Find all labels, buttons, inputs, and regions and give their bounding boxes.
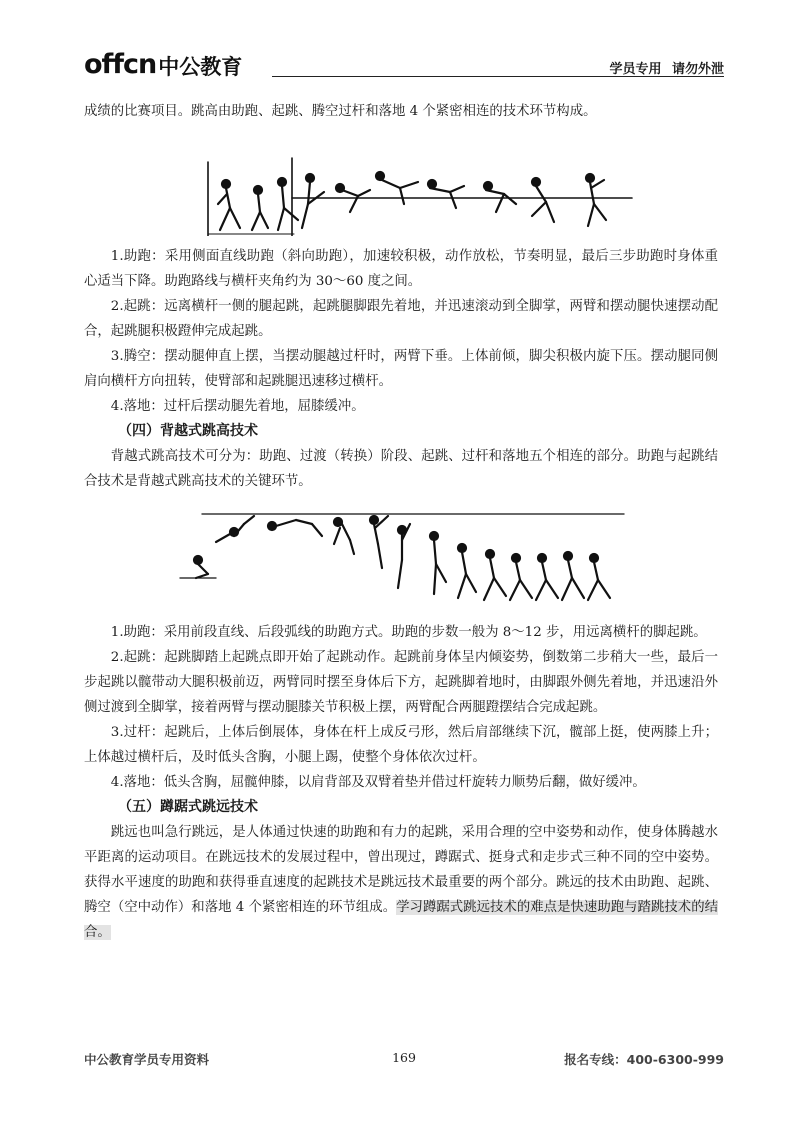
long-jump-paragraph [84, 820, 718, 945]
fosbury-runup-item: 1.助跑：采用前段直线、后段弧线的助跑方式。助跑的步数一般为 8～12 步，用远离横杆的脚起跳。 [110, 625, 707, 640]
fosbury-flop-figure [84, 502, 718, 612]
fosbury-landing-item: 4.落地：低头含胸，屈髋伸膝，以肩背部及双臂着垫并借过杆旋转力顺势后翻，做好缓冲。 [110, 775, 646, 790]
fosbury-flop-sequence-icon [84, 502, 718, 612]
footer-hotline: 报名专线：400-6300-999 [564, 1052, 724, 1067]
offcn-logo [84, 38, 242, 78]
long-jump-text: 跳远也叫急行跳远，是人体通过快速的助跑和有力的起跳，采用合理的空中姿势和动作，使身体腾越水平距离的运动项目。在跳远技术的发展过程中，曾出现过，蹲踞式、挺身式和走步式三种不同的空中姿势。获得水平速度的助跑和获得垂直速度的起跳技术是跳远技术最重要的两个部分。跳远的技术由助跑、起跳、腾空（空中动作）和落地 4 个紧密相连的环节组成。 [84, 825, 718, 915]
page-footer [84, 1050, 724, 1070]
straddle-landing-item: 4.落地：过杆后摆动腿先着地，屈膝缓冲。 [110, 399, 365, 414]
section-heading-fosbury: （四）背越式跳高技术 [118, 423, 258, 439]
header-notice: 学员专用 请勿外泄 [609, 62, 724, 77]
straddle-runup-item: 1.助跑：采用侧面直线助跑（斜向助跑），加速较积极，动作放松，节奏明显，最后三步助跑时身体重心适当下降。助跑路线与横杆夹角约为 30～60 度之间。 [84, 249, 718, 289]
straddle-takeoff-item: 2.起跳：远离横杆一侧的腿起跳，起跳腿脚跟先着地，并迅速滚动到全脚掌，两臂和摆动腿快速摆动配合，起跳腿积极蹬伸完成起跳。 [84, 299, 718, 339]
footer-source: 中公教育学员专用资料 [84, 1052, 210, 1067]
intro-paragraph: 成绩的比赛项目。跳高由助跑、起跳、腾空过杆和落地 4 个紧密相连的技术环节构成。 [84, 104, 597, 119]
fosbury-overview: 背越式跳高技术可分为：助跑、过渡（转换）阶段、起跳、过杆和落地五个相连的部分。助跑与起跳结合技术是背越式跳高技术的关键环节。 [84, 449, 718, 489]
straddle-high-jump-sequence-icon [84, 132, 718, 236]
logo-text-cn: 中公教育 [158, 55, 243, 79]
logo-text-en: offcn [84, 49, 157, 80]
page-number: 169 [392, 1050, 416, 1065]
page-content [84, 99, 718, 945]
page-header [84, 38, 724, 78]
straddle-flight-item: 3.腾空：摆动腿伸直上摆，当摆动腿越过杆时，两臂下垂。上体前倾，脚尖积极内旋下压。摆动腿同侧肩向横杆方向扭转，使臂部和起跳腿迅速移过横杆。 [84, 349, 718, 389]
fosbury-takeoff-item: 2.起跳：起跳脚踏上起跳点即开始了起跳动作。起跳前身体呈内倾姿势，倒数第二步稍大一些，最后一步起跳以髋带动大腿积极前迈，两臂同时摆至身体后下方，起跳脚着地时，由脚跟外侧先着地，并迅速沿外侧过渡到全脚掌，接着两臂与摆动腿膝关节积极上摆，两臂配合两腿蹬摆结合完成起跳。 [84, 650, 718, 715]
straddle-jump-figure [84, 132, 718, 236]
section-heading-long-jump: （五）蹲踞式跳远技术 [118, 799, 258, 815]
highlighted-text: 学习蹲踞式跳远技术的难点是快速助跑与踏跳技术的结合。 [84, 900, 719, 940]
fosbury-clearance-item: 3.过杆：起跳后，上体后倒展体，身体在杆上成反弓形，然后肩部继续下沉，髋部上挺，使两膝上升；上体越过横杆后，及时低头含胸，小腿上踢，使整个身体依次过杆。 [84, 725, 718, 765]
